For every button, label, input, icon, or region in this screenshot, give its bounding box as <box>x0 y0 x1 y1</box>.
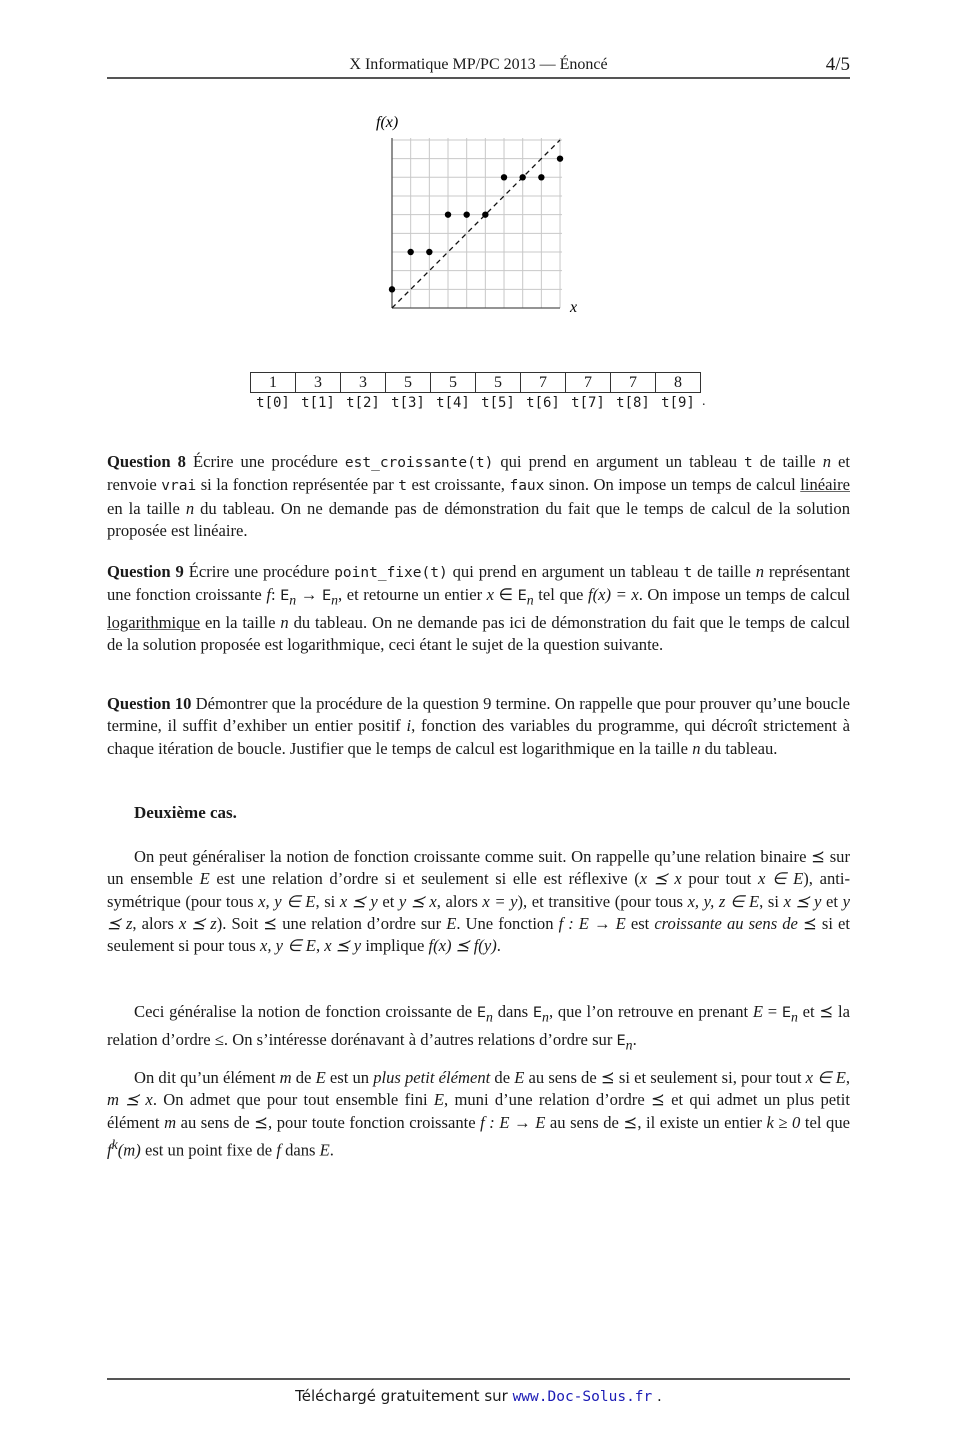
header-divider <box>107 77 850 79</box>
paragraph-order-relation: On peut généraliser la notion de fonction croissante comme suit. On rappelle qu’une relation binaire ⪯ sur un ensemble E est une relation d’ordre si et seulement si elle est réflexive (x ⪯ x pour tout x ∈ E), anti-symétrique (pour tous x, y ∈ E, si x ⪯ y et y ⪯ x, alors x = y), et transitive (pour tous x, y, z ∈ E, si x ⪯ y et y ⪯ z, alors x ⪯ z). Soit ⪯ une relation d’ordre sur E. Une fonction f : E → E est croissante au sens de ⪯ si et seulement si pour tous x, y ∈ E, x ⪯ y implique f(x) ⪯ f(y). <box>107 847 850 956</box>
array-cell: 7 <box>566 373 611 393</box>
header-title: X Informatique MP/PC 2013 — Énoncé <box>349 56 608 73</box>
x-axis-label: x <box>570 299 578 316</box>
array-cell: 3 <box>296 373 341 393</box>
data-point <box>557 155 563 161</box>
array-index-label: t[8] <box>616 395 650 411</box>
doc-solus-link[interactable]: www.Doc-Solus.fr <box>512 1389 653 1405</box>
data-point <box>482 211 488 217</box>
data-point <box>445 211 451 217</box>
array-index-label: t[2] <box>346 395 380 411</box>
array-cell: 7 <box>611 373 656 393</box>
underlined-logarithmique: logarithmique <box>107 612 201 632</box>
code-point-fixe: point_fixe(t) <box>334 565 448 581</box>
array-cell: 5 <box>476 373 521 393</box>
question-10: Question 10 Démontrer que la procédure de la question 9 termine. On rappelle que pour prouver qu’une boucle termine, il suffit d’exhiber un entier positif i, fonction des variables du programme, qui décroît strictement à chaque itération de boucle. Justifier que le temps de calcul est logarithmique en la taille n du tableau. <box>107 694 851 758</box>
function-plot <box>360 105 600 320</box>
array-cell: 1 <box>251 373 296 393</box>
array-cell: 5 <box>386 373 431 393</box>
underlined-lineaire: linéaire <box>800 475 850 495</box>
code-est-croissante: est_croissante(t) <box>344 455 494 471</box>
paragraph-plus-petit-element: On dit qu’un élément m de E est un plus petit élément de E au sens de ⪯ si et seulement si, pour tout x ∈ E, m ⪯ x. On admet que pour tout ensemble fini E, muni d’une relation d’ordre ⪯ et qui admet un plus petit élément m au sens de ⪯, pour toute fonction croissante f : E → E au sens de ⪯, il existe un entier k ≥ 0 tel que $f^k(m)$ est un point fixe de f dans E. <box>107 1068 850 1160</box>
array-trailing-period: . <box>702 394 706 409</box>
page-footer: Téléchargé gratuitement sur www.Doc-Solus.fr . <box>295 1387 662 1405</box>
array-values-row <box>251 373 701 393</box>
array-index-label: t[3] <box>391 395 425 411</box>
array-cell: 5 <box>431 373 476 393</box>
section-heading: Deuxième cas. <box>134 803 237 822</box>
data-point <box>538 174 544 180</box>
array-index-label: t[6] <box>526 395 560 411</box>
array-index-label: t[1] <box>301 395 335 411</box>
question-10-label: Question 10 <box>107 694 192 713</box>
y-axis-label: f(x) <box>376 114 399 131</box>
array-cell: 8 <box>656 373 701 393</box>
paragraph-generalisation: Ceci généralise la notion de fonction croissante de $E_n$ dans $E_n$, que l’on retrouve en prenant $E = E_n$ et ⪯ la relation d’ordre ≤. On s’intéresse dorénavant à d’autres relations d’ordre sur $E_n$. <box>107 1002 851 1052</box>
data-point <box>501 174 507 180</box>
array-indices-row <box>251 393 701 414</box>
data-point <box>463 211 469 217</box>
array-index-label: t[7] <box>571 395 605 411</box>
data-point <box>389 286 395 292</box>
footer-text: Téléchargé gratuitement sur <box>295 1387 513 1405</box>
code-faux: faux <box>509 478 545 495</box>
page-header <box>107 54 850 78</box>
data-point <box>407 249 413 255</box>
emphasis-plus-petit-element: plus petit élément <box>373 1068 491 1087</box>
array-cell: 7 <box>521 373 566 393</box>
code-vrai: vrai <box>161 478 197 495</box>
question-8-label: Question 8 <box>107 452 186 471</box>
footer-divider <box>107 1378 850 1380</box>
array-index-label: t[0] <box>256 395 290 411</box>
array-cell: 3 <box>341 373 386 393</box>
question-9: Question 9 Écrire une procédure point_fixe(t) qui prend en argument un tableau t de taille n représentant une fonction croissante f: $E_n \to E_n$, et retourne un entier x ∈ $E_n$ tel que f(x) = x. On impose un temps de calcul logarithmique en la taille n du tableau. On ne demande pas ici de démonstration du fait que le temps de calcul de la solution proposée est logarithmique, ceci étant le sujet de la question suivante. <box>107 562 851 655</box>
array-table <box>250 372 706 413</box>
data-point <box>519 174 525 180</box>
emphasis-croissante: croissante au sens de <box>654 913 798 933</box>
array-index-label: t[4] <box>436 395 470 411</box>
identity-line <box>392 140 560 308</box>
question-8: Question 8 Écrire une procédure est_croissante(t) qui prend en argument un tableau t de taille n et renvoie vrai si la fonction représentée par t est croissante, faux sinon. On impose un temps de calcul linéaire en la taille n du tableau. On ne demande pas de démonstration du fait que le temps de calcul de la solution proposée est linéaire. <box>107 452 851 540</box>
array-index-label: t[9] <box>661 395 695 411</box>
plot-svg <box>360 105 600 320</box>
page-number: 4/5 <box>825 54 850 75</box>
data-point <box>426 249 432 255</box>
question-9-label: Question 9 <box>107 562 184 581</box>
array-index-label: t[5] <box>481 395 515 411</box>
